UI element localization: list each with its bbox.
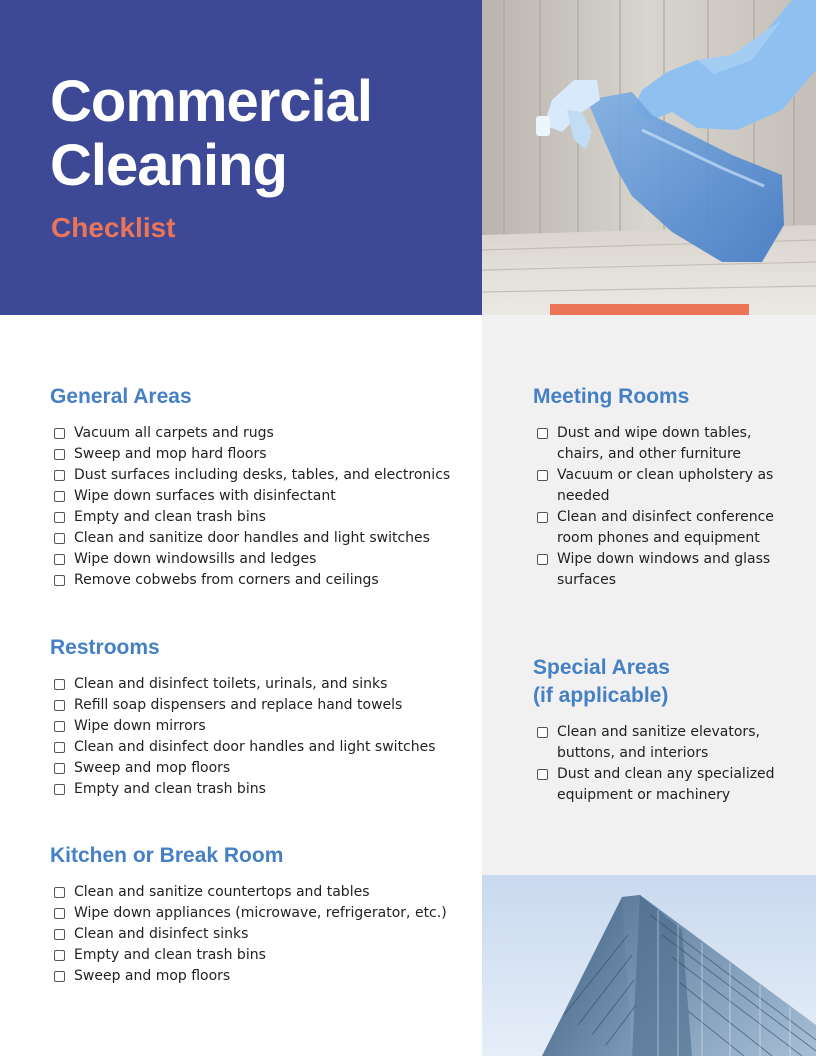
checkbox[interactable] [54, 763, 65, 774]
checklist-item-label: Wipe down mirrors [74, 718, 206, 734]
checklist-item-label: Clean and sanitize door handles and light switches [74, 530, 430, 546]
checkbox[interactable] [54, 929, 65, 940]
checklist-item [50, 528, 470, 549]
checklist-item [50, 779, 470, 800]
checklist [50, 674, 470, 800]
checklist-item-label: Vacuum or clean upholstery as needed [557, 467, 774, 504]
checkbox[interactable] [54, 908, 65, 919]
checklist-item-label: Vacuum all carpets and rugs [74, 425, 274, 441]
title-line-1: Commercial [50, 69, 373, 134]
checklist-item-label: Clean and disinfect toilets, urinals, and sinks [74, 676, 388, 692]
checkbox[interactable] [537, 727, 548, 738]
section-heading [533, 654, 778, 710]
checkbox[interactable] [54, 784, 65, 795]
checklist [533, 722, 778, 806]
checklist-item [50, 465, 470, 486]
checklist-item-label: Dust and clean any specialized equipment or machinery [557, 766, 775, 803]
checklist-item [50, 716, 470, 737]
checklist-item [50, 737, 470, 758]
checkbox[interactable] [537, 554, 548, 565]
checklist-item-label: Refill soap dispensers and replace hand towels [74, 697, 403, 713]
checklist-item [533, 722, 778, 764]
checklist-item [50, 549, 470, 570]
checklist-item-label: Sweep and mop floors [74, 760, 231, 776]
checkbox[interactable] [54, 491, 65, 502]
checkbox[interactable] [54, 679, 65, 690]
section-heading: General Areas [50, 385, 192, 408]
section-restrooms [50, 634, 470, 800]
checklist-item [533, 549, 778, 591]
header-banner [0, 0, 482, 315]
checklist-item [50, 758, 470, 779]
checkbox[interactable] [54, 428, 65, 439]
skyscraper-photo [482, 875, 816, 1056]
checklist-item [50, 924, 470, 945]
checkbox[interactable] [54, 554, 65, 565]
checklist-item [50, 444, 470, 465]
section-kitchen [50, 842, 470, 987]
checklist-item [50, 695, 470, 716]
checkbox[interactable] [54, 470, 65, 481]
checklist-item-label: Wipe down surfaces with disinfectant [74, 488, 336, 504]
checklist-item-label: Wipe down appliances (microwave, refrigerator, etc.) [74, 905, 447, 921]
checkbox[interactable] [537, 470, 548, 481]
checklist-item [50, 486, 470, 507]
checklist-item-label: Empty and clean trash bins [74, 509, 266, 525]
section-meeting-rooms [533, 383, 778, 591]
checklist-item [50, 423, 470, 444]
checklist-item-label: Clean and disinfect door handles and light switches [74, 739, 436, 755]
checklist-item [533, 465, 778, 507]
checklist-item-label: Empty and clean trash bins [74, 947, 266, 963]
checklist-item [533, 507, 778, 549]
section-general-areas [50, 383, 470, 591]
checklist-item-label: Clean and sanitize countertops and tables [74, 884, 370, 900]
checklist-item-label: Wipe down windowsills and ledges [74, 551, 317, 567]
checkbox[interactable] [537, 512, 548, 523]
checklist-item [533, 423, 778, 465]
checklist-item [50, 945, 470, 966]
checklist-item [50, 674, 470, 695]
section-special-areas [533, 654, 778, 806]
checklist-item [50, 903, 470, 924]
section-heading-line-1: Special Areas [533, 656, 670, 679]
section-heading: Meeting Rooms [533, 385, 690, 408]
checklist-item-label: Dust and wipe down tables, chairs, and other furniture [557, 425, 752, 462]
checklist-item [50, 570, 470, 591]
checklist-item-label: Sweep and mop hard floors [74, 446, 267, 462]
checklist [50, 882, 470, 987]
checklist-item-label: Clean and disinfect conference room phones and equipment [557, 509, 774, 546]
checkbox[interactable] [54, 971, 65, 982]
checkbox[interactable] [537, 428, 548, 439]
checklist-item-label: Dust surfaces including desks, tables, and electronics [74, 467, 451, 483]
checklist-item-label: Empty and clean trash bins [74, 781, 266, 797]
page-subtitle: Checklist [51, 212, 176, 243]
section-heading-line-2: (if applicable) [533, 684, 669, 707]
checkbox[interactable] [54, 533, 65, 544]
section-heading: Kitchen or Break Room [50, 844, 284, 867]
checkbox[interactable] [54, 449, 65, 460]
checklist [50, 423, 470, 591]
accent-bar [550, 304, 749, 315]
checklist-item [50, 966, 470, 987]
checkbox[interactable] [54, 887, 65, 898]
checklist-item [50, 882, 470, 903]
spray-bottle-photo [482, 0, 816, 315]
checklist-item [50, 507, 470, 528]
checklist-item-label: Wipe down windows and glass surfaces [557, 551, 771, 588]
checklist-item-label: Sweep and mop floors [74, 968, 231, 984]
checklist-item-label: Clean and sanitize elevators, buttons, and interiors [557, 724, 760, 761]
checkbox[interactable] [54, 742, 65, 753]
checklist-item [533, 764, 778, 806]
section-heading: Restrooms [50, 636, 160, 659]
page-title [50, 70, 372, 198]
checklist-item-label: Remove cobwebs from corners and ceilings [74, 572, 379, 588]
checkbox[interactable] [54, 700, 65, 711]
checkbox[interactable] [54, 721, 65, 732]
checklist-item-label: Clean and disinfect sinks [74, 926, 249, 942]
checkbox[interactable] [54, 575, 65, 586]
title-line-2: Cleaning [50, 133, 287, 198]
checkbox[interactable] [54, 950, 65, 961]
checkbox[interactable] [537, 769, 548, 780]
checklist [533, 423, 778, 591]
checkbox[interactable] [54, 512, 65, 523]
